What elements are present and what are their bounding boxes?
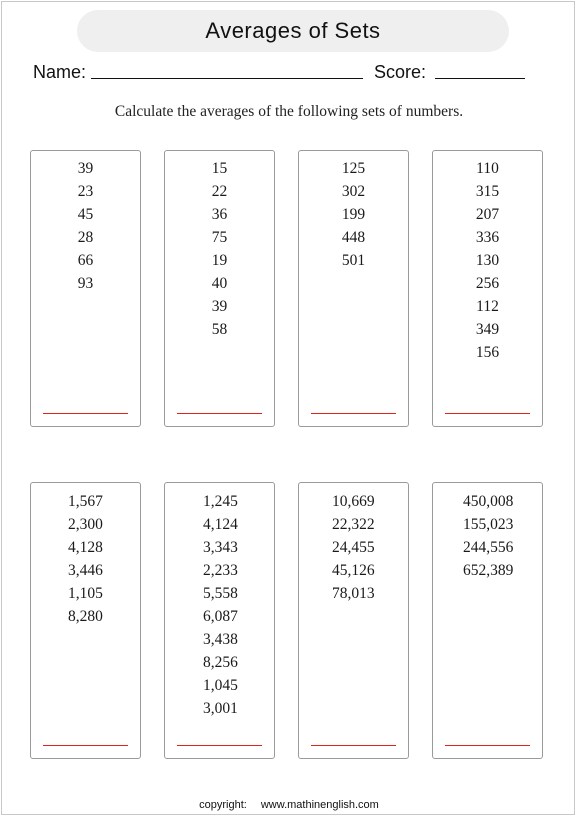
name-field[interactable]	[91, 78, 363, 79]
set-number: 112	[476, 298, 499, 315]
number-list	[433, 157, 542, 364]
set-number: 36	[211, 206, 228, 223]
number-list	[68, 490, 177, 628]
number-list	[203, 490, 312, 720]
set-number: 15	[211, 160, 228, 177]
set-number: 4,124	[203, 516, 238, 533]
set-number: 110	[476, 160, 499, 177]
set-number: 1,567	[68, 493, 103, 510]
number-list	[463, 490, 572, 582]
answer-line[interactable]	[311, 413, 396, 414]
set-number: 45	[77, 206, 94, 223]
number-list	[165, 157, 274, 341]
set-number: 24,455	[332, 539, 375, 556]
set-number: 78,013	[332, 585, 375, 602]
set-number: 28	[77, 229, 94, 246]
set-number: 349	[475, 321, 500, 338]
website-link[interactable]: www.mathinenglish.com	[260, 799, 379, 811]
set-number: 130	[475, 252, 500, 269]
name-score-row	[33, 60, 533, 86]
set-number: 66	[77, 252, 94, 269]
set-number: 39	[77, 160, 94, 177]
number-set-5	[30, 482, 141, 759]
set-number: 244,556	[463, 539, 514, 556]
set-number: 75	[211, 229, 228, 246]
set-number: 3,001	[203, 700, 238, 717]
number-list	[31, 157, 140, 295]
set-number: 1,105	[68, 585, 103, 602]
set-number: 207	[475, 206, 500, 223]
number-set-2	[164, 150, 275, 427]
number-set-7	[298, 482, 409, 759]
number-list	[299, 157, 408, 272]
set-number: 3,343	[203, 539, 238, 556]
set-number: 199	[341, 206, 366, 223]
set-number: 8,256	[203, 654, 238, 671]
set-number: 22,322	[332, 516, 375, 533]
set-number: 315	[475, 183, 500, 200]
name-label: Name:	[33, 62, 87, 82]
set-number: 448	[341, 229, 366, 246]
set-number: 39	[211, 298, 228, 315]
set-number: 5,558	[203, 585, 238, 602]
set-number: 156	[475, 344, 500, 361]
number-set-6	[164, 482, 275, 759]
instructions: Calculate the averages of the following sets of numbers.	[114, 103, 464, 120]
answer-line[interactable]	[311, 745, 396, 746]
set-number: 2,233	[203, 562, 238, 579]
set-number: 22	[211, 183, 228, 200]
answer-line[interactable]	[445, 745, 530, 746]
number-set-1	[30, 150, 141, 427]
set-number: 450,008	[463, 493, 514, 510]
set-number: 58	[211, 321, 228, 338]
set-number: 23	[77, 183, 94, 200]
set-number: 652,389	[463, 562, 514, 579]
set-number: 40	[211, 275, 228, 292]
set-number: 302	[341, 183, 366, 200]
set-number: 1,045	[203, 677, 238, 694]
set-number: 336	[475, 229, 500, 246]
answer-line[interactable]	[177, 413, 262, 414]
set-number: 1,245	[203, 493, 238, 510]
copyright-label: copyright:	[199, 799, 247, 811]
footer	[0, 799, 578, 811]
answer-line[interactable]	[43, 413, 128, 414]
set-number: 6,087	[203, 608, 238, 625]
set-number: 8,280	[68, 608, 103, 625]
number-set-4	[432, 150, 543, 427]
number-list	[332, 490, 441, 605]
set-number: 45,126	[332, 562, 375, 579]
set-number: 256	[475, 275, 500, 292]
number-set-8	[432, 482, 543, 759]
answer-line[interactable]	[43, 745, 128, 746]
set-number: 93	[77, 275, 94, 292]
set-number: 3,438	[203, 631, 238, 648]
set-number: 10,669	[332, 493, 375, 510]
score-label: Score:	[374, 62, 427, 82]
score-field[interactable]	[435, 78, 525, 79]
number-set-3	[298, 150, 409, 427]
set-number: 125	[341, 160, 366, 177]
set-number: 2,300	[68, 516, 103, 533]
set-number: 3,446	[68, 562, 103, 579]
set-number: 155,023	[463, 516, 514, 533]
set-number: 501	[341, 252, 366, 269]
answer-line[interactable]	[177, 745, 262, 746]
answer-line[interactable]	[445, 413, 530, 414]
worksheet-title: Averages of Sets	[77, 10, 509, 52]
set-number: 19	[211, 252, 228, 269]
set-number: 4,128	[68, 539, 103, 556]
